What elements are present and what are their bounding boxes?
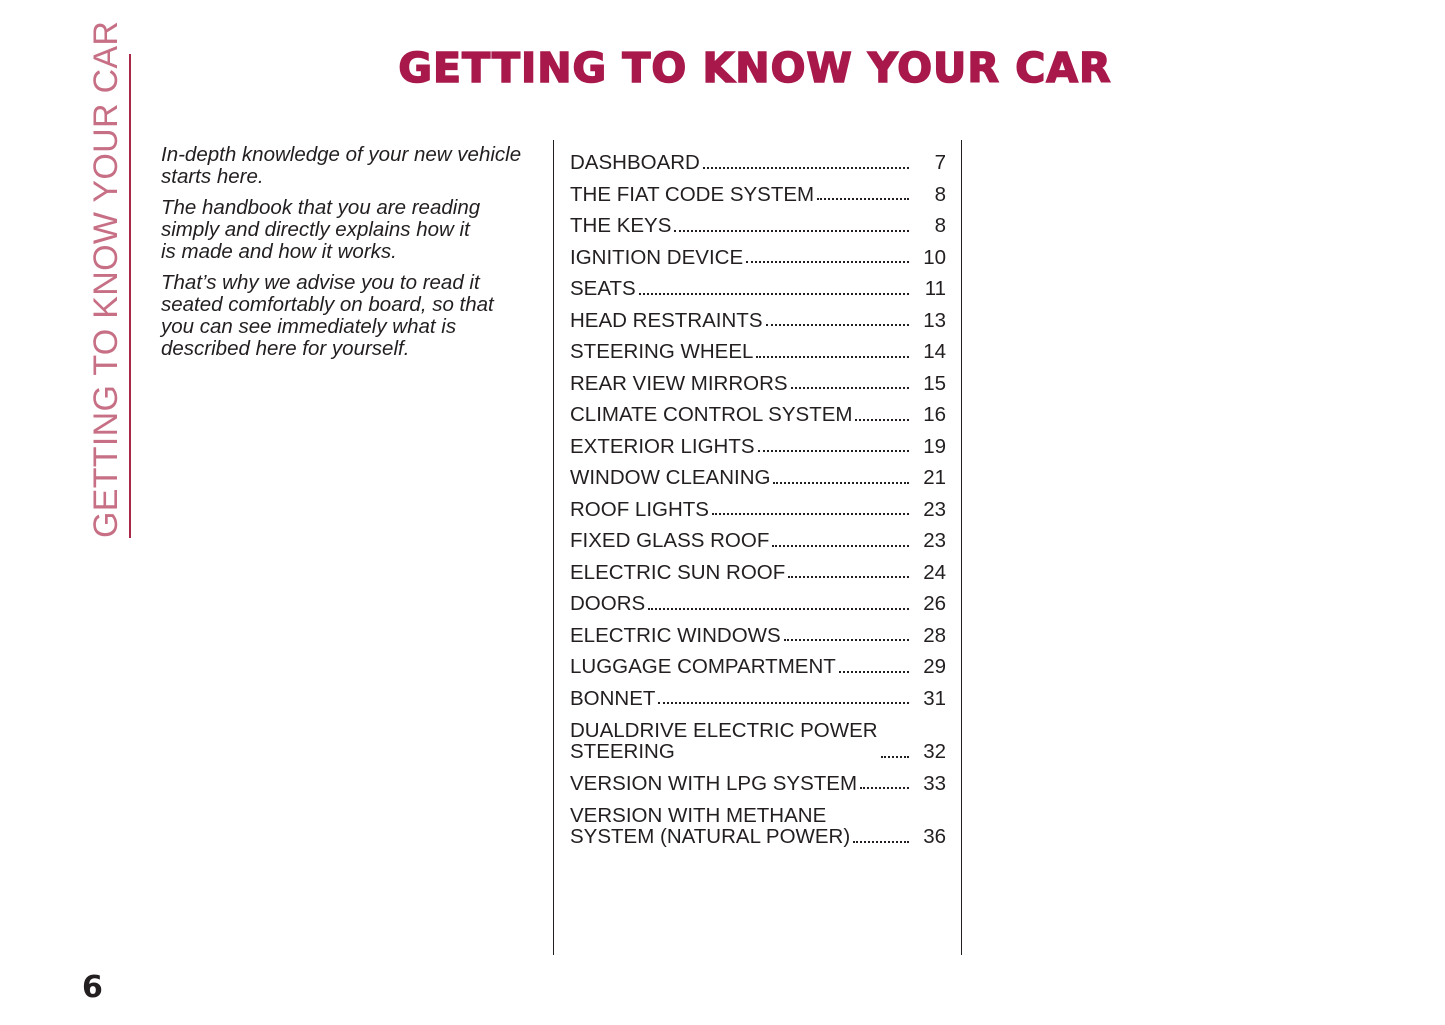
- toc-leader-dots: [712, 513, 909, 515]
- toc-entry-page: 7: [934, 151, 946, 174]
- toc-leader-dots: [703, 167, 909, 169]
- toc-entry[interactable]: [570, 678, 946, 710]
- toc-entry-page: 16: [923, 403, 946, 426]
- toc-entry[interactable]: [570, 174, 946, 206]
- toc-entry-page: 21: [923, 466, 946, 489]
- toc-leader-dots: [788, 576, 909, 578]
- intro-paragraph: The handbook that you are reading simply and directly explains how it is made and how it works.: [161, 196, 481, 263]
- toc-entry-label: ELECTRIC WINDOWS: [570, 623, 781, 647]
- toc-entry[interactable]: [570, 205, 946, 237]
- toc-entry-label: FIXED GLASS ROOF: [570, 529, 770, 552]
- toc-leader-dots: [772, 545, 909, 547]
- toc-leader-dots: [791, 387, 909, 389]
- toc-entry[interactable]: [570, 646, 946, 678]
- toc-entry-label: THE KEYS: [570, 214, 672, 237]
- toc-entry-label: VERSION WITH LPG SYSTEM: [570, 771, 858, 795]
- toc-leader-dots: [658, 702, 909, 704]
- column-divider-right: [961, 140, 962, 955]
- toc-entry-page: 19: [923, 434, 946, 458]
- toc-entry-page: 10: [923, 245, 946, 269]
- toc-entry[interactable]: [570, 142, 946, 174]
- side-divider: [129, 54, 131, 538]
- toc-entry-page: 24: [923, 560, 946, 584]
- toc-entry-label: LUGGAGE COMPARTMENT: [570, 655, 836, 678]
- toc-entry[interactable]: [570, 583, 946, 615]
- toc-entry-page: 13: [923, 308, 946, 332]
- toc-entry-page: 36: [923, 825, 946, 848]
- toc-entry-page: 31: [923, 686, 946, 710]
- table-of-contents: [570, 142, 946, 848]
- toc-entry[interactable]: [570, 763, 946, 795]
- toc-entry-label: IGNITION DEVICE: [570, 245, 744, 269]
- toc-entry[interactable]: [570, 363, 946, 395]
- toc-entry-page: 29: [923, 655, 946, 678]
- toc-entry[interactable]: [570, 300, 946, 332]
- toc-entry[interactable]: [570, 394, 946, 426]
- toc-leader-dots: [639, 293, 909, 295]
- toc-leader-dots: [855, 419, 909, 421]
- side-tab-label: GETTING TO KNOW YOUR CAR: [87, 20, 125, 538]
- toc-leader-dots: [648, 608, 909, 610]
- toc-entry[interactable]: [570, 615, 946, 647]
- toc-entry[interactable]: [570, 268, 946, 300]
- toc-entry-label: WINDOW CLEANING: [570, 466, 771, 489]
- column-divider-left: [553, 140, 554, 955]
- toc-entry-label: DASHBOARD: [570, 151, 700, 174]
- toc-entry[interactable]: [570, 552, 946, 584]
- page-number: 6: [82, 970, 103, 1005]
- toc-leader-dots: [758, 450, 909, 452]
- toc-entry-page: 11: [924, 277, 946, 300]
- toc-entry-page: 28: [923, 623, 946, 647]
- toc-entry-page: 33: [923, 771, 946, 795]
- toc-entry-label: STEERING WHEEL: [570, 340, 754, 363]
- toc-entry-label: SEATS: [570, 277, 636, 300]
- toc-entry[interactable]: [570, 426, 946, 458]
- toc-leader-dots: [674, 230, 909, 232]
- toc-entry[interactable]: [570, 331, 946, 363]
- toc-entry-label: HEAD RESTRAINTS: [570, 308, 763, 332]
- toc-leader-dots: [766, 324, 910, 326]
- side-tab: [84, 20, 128, 538]
- toc-entry-label: VERSION WITH METHANE SYSTEM (NATURAL POWER): [570, 803, 851, 848]
- intro-paragraph: That’s why we advise you to read it seated comfortably on board, so that you can see immediately what is described here for yourself.: [161, 271, 494, 360]
- toc-entry-label: ELECTRIC SUN ROOF: [570, 560, 786, 584]
- toc-entry-label: CLIMATE CONTROL SYSTEM: [570, 403, 853, 426]
- toc-entry-page: 23: [923, 497, 946, 521]
- toc-entry-page: 32: [923, 740, 946, 763]
- toc-entry-page: 14: [923, 340, 946, 363]
- intro-text: [161, 144, 541, 369]
- toc-entry-page: 8: [934, 214, 946, 237]
- toc-entry-label: DUALDRIVE ELECTRIC POWER STEERING: [570, 718, 878, 763]
- toc-entry[interactable]: [570, 489, 946, 521]
- toc-entry-label: THE FIAT CODE SYSTEM: [570, 182, 815, 206]
- toc-entry[interactable]: [570, 520, 946, 552]
- toc-entry-page: 8: [934, 182, 946, 206]
- toc-entry-label: REAR VIEW MIRRORS: [570, 371, 788, 395]
- toc-entry-label: BONNET: [570, 686, 656, 710]
- page-title: GETTING TO KNOW YOUR CAR: [398, 44, 1112, 92]
- toc-entry-label: DOORS: [570, 592, 646, 615]
- toc-leader-dots: [839, 671, 909, 673]
- toc-entry[interactable]: [570, 794, 946, 848]
- toc-entry[interactable]: [570, 237, 946, 269]
- toc-leader-dots: [746, 261, 909, 263]
- toc-leader-dots: [756, 356, 909, 358]
- toc-leader-dots: [881, 756, 909, 758]
- toc-entry[interactable]: [570, 709, 946, 763]
- toc-entry-page: 23: [923, 529, 946, 552]
- toc-leader-dots: [784, 639, 909, 641]
- toc-entry[interactable]: [570, 457, 946, 489]
- toc-leader-dots: [773, 482, 909, 484]
- toc-leader-dots: [860, 787, 909, 789]
- toc-entry-page: 15: [923, 371, 946, 395]
- toc-entry-label: ROOF LIGHTS: [570, 497, 709, 521]
- toc-leader-dots: [817, 198, 909, 200]
- toc-entry-page: 26: [923, 592, 946, 615]
- intro-paragraph: In-depth knowledge of your new vehicle starts here.: [161, 143, 522, 188]
- toc-leader-dots: [853, 841, 909, 843]
- toc-entry-label: EXTERIOR LIGHTS: [570, 434, 755, 458]
